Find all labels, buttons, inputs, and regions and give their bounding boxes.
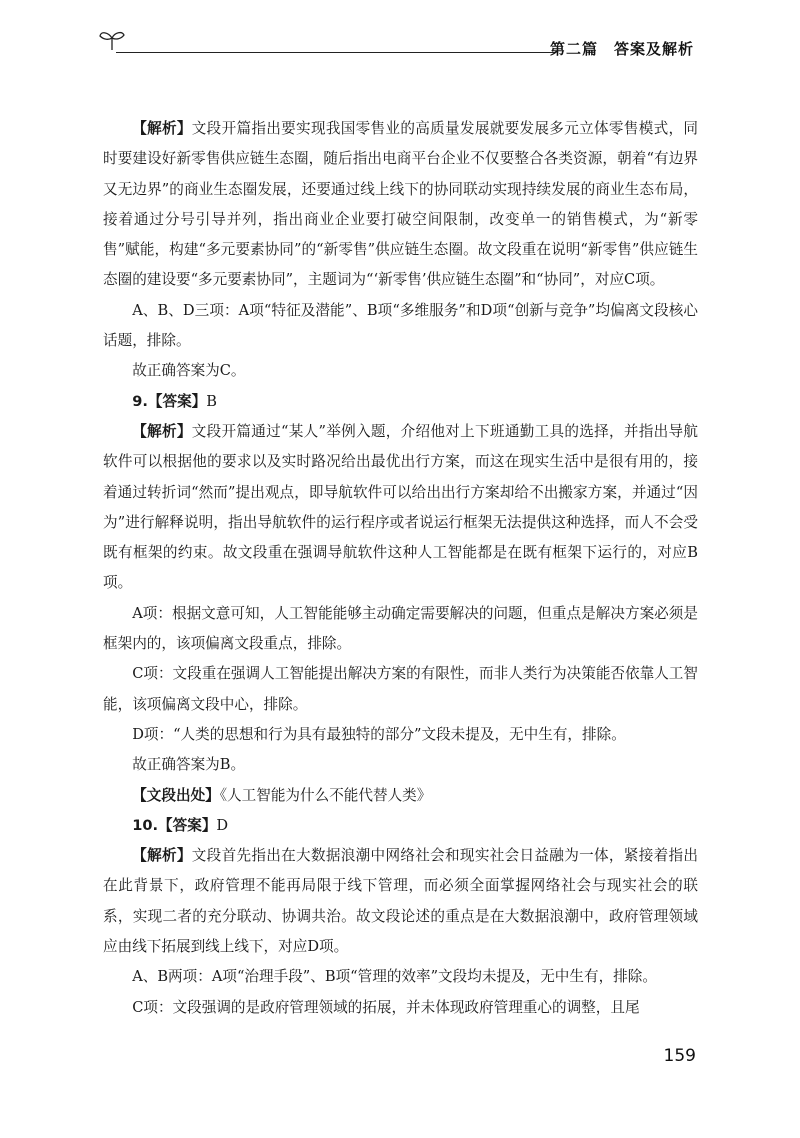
paragraph: [103, 841, 698, 962]
answer-explanations: [103, 114, 698, 1023]
paragraph: [103, 750, 698, 780]
paragraph-text: 文段开篇指出要实现我国零售业的高质量发展就要发展多元立体零售模式，同时要建设好新零售供应链生态圈，随后指出电商平台企业不仅要整合各类资源，朝着“有边界又无边界”的商业生态圈发展，还要通过线上线下的协同联动实现持续发展的商业生态布局，接着通过分号引导并列，指出商业企业要打破空间限制，改变单一的销售模式，为“新零售”赋能，构建“多元要素协同”的“新零售”供应链生态圈。故文段重在说明“新零售”供应链生态圈的建设要“多元要素协同”，主题词为“‘新零售’供应链生态圈”和“协同”，对应C项。: [103, 120, 698, 289]
paragraph: [103, 114, 698, 296]
paragraph: [103, 356, 698, 386]
paragraph-text: C项：文段重在强调人工智能提出解决方案的有限性，而非人类行为决策能否依靠人工智能，该项偏离文段中心，排除。: [103, 665, 698, 713]
paragraph-text: 故正确答案为B。: [132, 756, 246, 774]
paragraph: [103, 417, 698, 599]
paragraph: [103, 720, 698, 750]
paragraph: [103, 993, 698, 1023]
paragraph-text: C项：文段强调的是政府管理领域的拓展，并未体现政府管理重心的调整，且尾: [132, 998, 640, 1016]
paragraph-text: 故正确答案为C。: [132, 362, 246, 380]
paragraph-label: 【解析】: [132, 120, 192, 137]
answer-value: B: [206, 392, 217, 410]
paragraph-text: A、B、D三项：A项“特征及潜能”、B项“多维服务”和D项“创新与竞争”均偏离文段核心话题，排除。: [103, 301, 698, 350]
source-line: [103, 781, 698, 811]
paragraph-text: A项：根据文意可知，人工智能能够主动确定需要解决的问题，但重点是解决方案必须是框架内的，该项偏离文段重点，排除。: [103, 604, 698, 653]
answer-line: [103, 811, 698, 841]
paragraph-text: 文段首先指出在大数据浪潮中网络社会和现实社会日益融为一体，紧接着指出在此背景下，政府管理不能再局限于线下管理，而必须全面掌握网络社会与现实社会的联系，实现二者的充分联动、协调共治。故文段论述的重点是在大数据浪潮中，政府管理领域应由线下拓展到线上线下，对应D项。: [103, 847, 698, 956]
page-number: 159: [663, 1046, 696, 1066]
sprout-icon: [98, 28, 126, 52]
paragraph: [103, 659, 698, 720]
paragraph: [103, 962, 698, 992]
paragraph-label: 【解析】: [132, 847, 192, 865]
answer-line: [103, 387, 698, 417]
answer-value: D: [216, 816, 229, 834]
source-title: 《人工智能为什么不能代替人类》: [219, 786, 432, 804]
section-title: 第二篇 答案及解析: [549, 40, 694, 58]
paragraph-text: 文段开篇通过“某人”举例入题，介绍他对上下班通勤工具的选择，并指出导航软件可以根据他的要求以及实时路况给出最优出行方案，而这在现实生活中是很有用的，接着通过转折词“然而”提出观点，即导航软件可以给出出行方案却给不出搬家方案，并通过“因为”进行解释说明，指出导航软件的运行程序或者说运行框架无法提供这种选择，而人不会受既有框架的约束。故文段重在强调导航软件这种人工智能都是在既有框架下运行的，对应B项。: [103, 422, 698, 592]
page-header: [98, 22, 696, 62]
paragraph-text: A、B两项：A项“治理手段”、B项“管理的效率”文段均未提及，无中生有，排除。: [132, 968, 657, 986]
paragraph: [103, 296, 698, 357]
source-label: 【文段出处】: [132, 786, 220, 804]
paragraph-text: D项：“人类的思想和行为具有最独特的部分”文段未提及，无中生有，排除。: [132, 725, 626, 743]
answer-label: 10.【答案】: [132, 816, 217, 834]
paragraph-label: 【解析】: [132, 422, 192, 440]
header-rule: [116, 52, 556, 53]
answer-label: 9.【答案】: [132, 392, 207, 410]
paragraph: [103, 599, 698, 660]
